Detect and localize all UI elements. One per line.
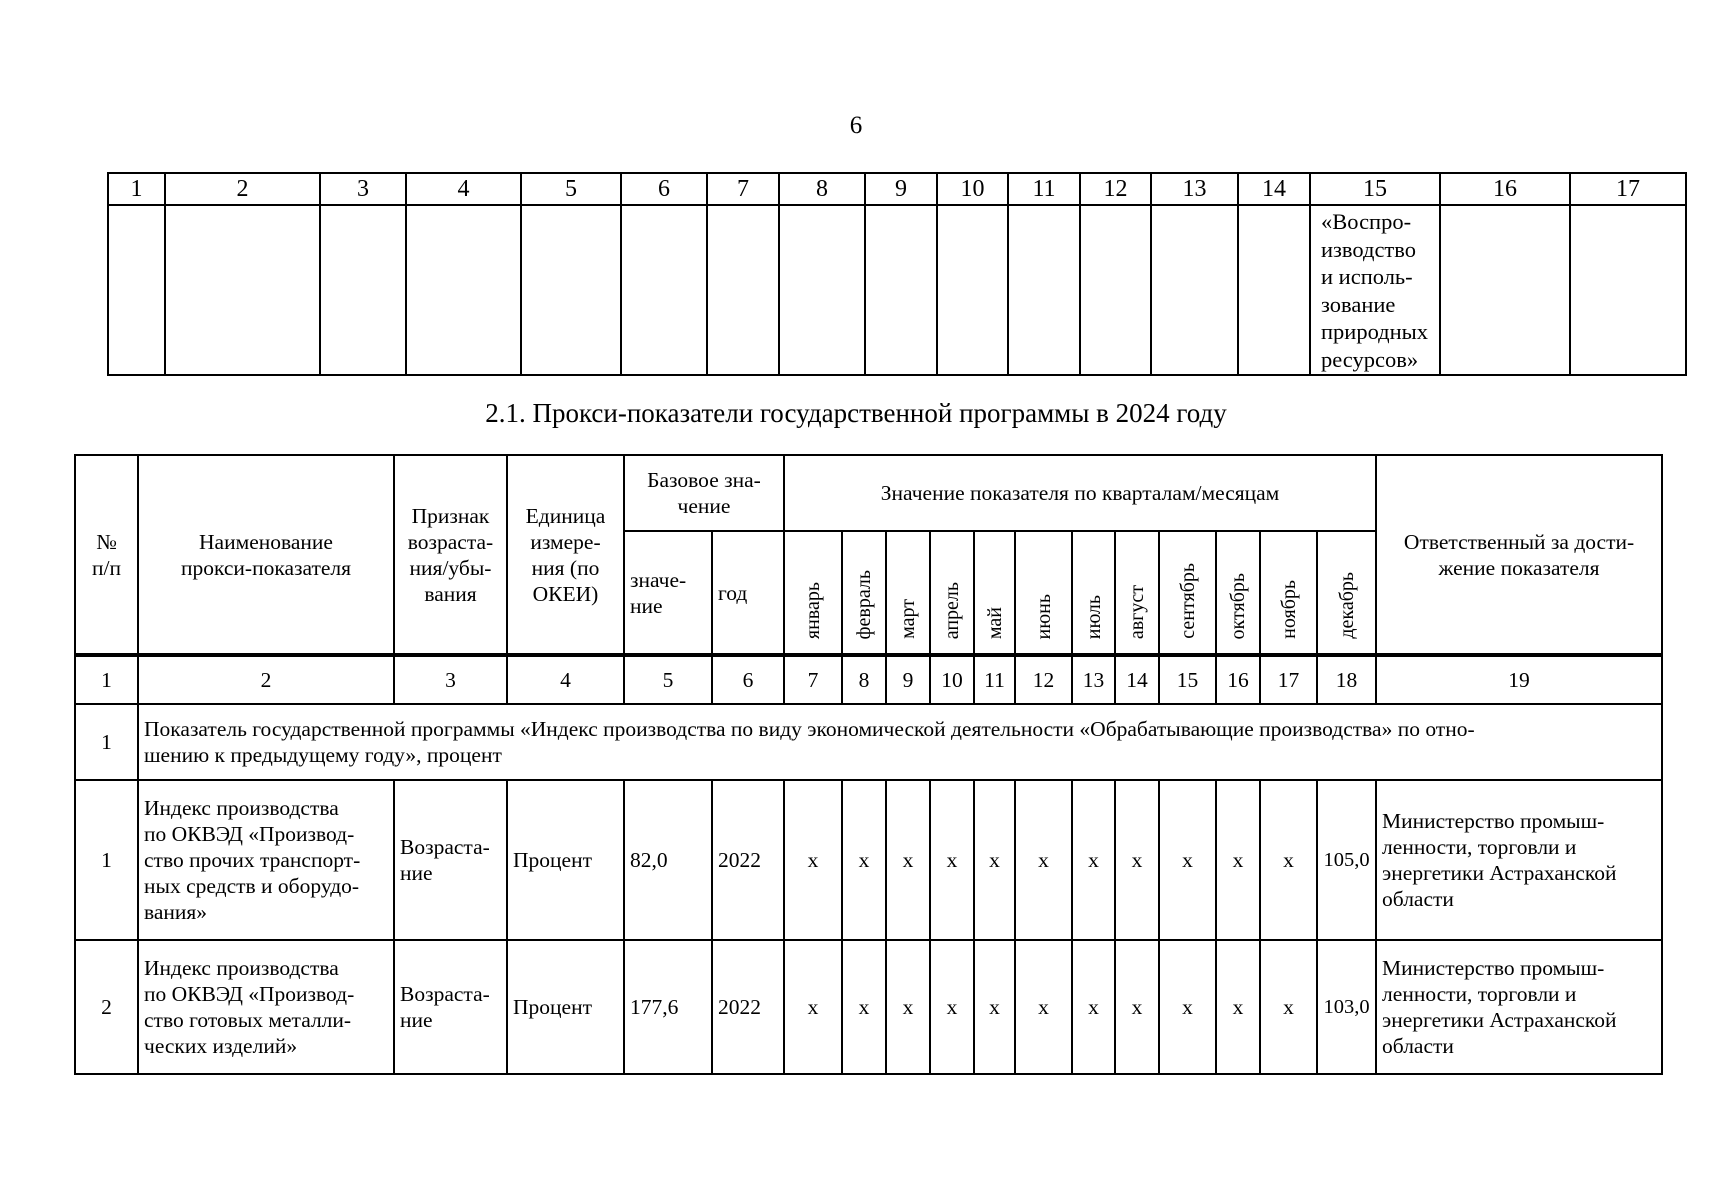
month-value: x (1015, 940, 1072, 1074)
base-value: 177,6 (624, 940, 712, 1074)
month-label: июнь (1032, 593, 1055, 639)
column-number: 10 (937, 173, 1008, 205)
unit-value: Процент (507, 780, 624, 940)
responsible-value: Министерство промыш- ленности, торговли и энергетики Астраханской области (1376, 780, 1662, 940)
table-cell (1008, 205, 1080, 375)
december-value: 105,0 (1317, 780, 1376, 940)
continuation-header-row (108, 173, 1686, 205)
month-label: август (1126, 584, 1148, 639)
month-value: x (1115, 940, 1159, 1074)
header-month (974, 531, 1015, 655)
column-number: 11 (974, 655, 1015, 704)
month-value: x (1260, 780, 1317, 940)
table-cell (320, 205, 406, 375)
table-cell (621, 205, 707, 375)
month-value: x (1260, 940, 1317, 1074)
column-number: 6 (621, 173, 707, 205)
column-number: 6 (712, 655, 784, 704)
table-cell (1238, 205, 1310, 375)
header-name: Наименование прокси-показателя (138, 455, 394, 655)
column-number: 9 (886, 655, 930, 704)
column-number: 3 (320, 173, 406, 205)
table-cell (1151, 205, 1238, 375)
row-number: 1 (75, 780, 138, 940)
column-number: 1 (108, 173, 165, 205)
table-row (75, 780, 1662, 940)
header-month (1015, 531, 1072, 655)
header-unit: Единица измере- ния (по ОКЕИ) (507, 455, 624, 655)
header-month (1260, 531, 1317, 655)
month-value: x (886, 940, 930, 1074)
table-cell (108, 205, 165, 375)
column-number: 8 (842, 655, 886, 704)
header-month (886, 531, 930, 655)
month-value: x (930, 780, 974, 940)
month-value: x (784, 940, 842, 1074)
header-number: № п/п (75, 455, 138, 655)
column-number: 3 (394, 655, 507, 704)
month-value: x (1159, 780, 1216, 940)
column-number: 16 (1216, 655, 1260, 704)
month-label: январь (802, 581, 824, 639)
column-numbers-row (75, 655, 1662, 704)
month-value: x (1115, 780, 1159, 940)
continuation-row (108, 205, 1686, 375)
month-label: февраль (853, 569, 875, 639)
header-base: Базовое зна- чение (624, 455, 784, 531)
header-base-value: значе- ние (624, 531, 712, 655)
month-value: x (930, 940, 974, 1074)
table-cell (865, 205, 937, 375)
header-responsible: Ответственный за дости- жение показателя (1376, 455, 1662, 655)
row-number: 1 (75, 704, 138, 780)
month-value: x (842, 940, 886, 1074)
month-value: x (1216, 940, 1260, 1074)
header-month (842, 531, 886, 655)
column-number: 19 (1376, 655, 1662, 704)
month-label: апрель (941, 581, 963, 639)
month-label: июль (1082, 594, 1105, 639)
proxy-name: Индекс производства по ОКВЭД «Производ- ство прочих транспорт- ных средств и оборудо- вания» (138, 780, 394, 940)
column-number: 15 (1159, 655, 1216, 704)
column-number: 2 (138, 655, 394, 704)
continuation-table (107, 172, 1687, 376)
column-number: 4 (507, 655, 624, 704)
month-label: март (897, 599, 919, 639)
table-cell (406, 205, 521, 375)
table-cell (165, 205, 320, 375)
column-number: 5 (624, 655, 712, 704)
column-number: 17 (1260, 655, 1317, 704)
month-value: x (1159, 940, 1216, 1074)
column-number: 10 (930, 655, 974, 704)
header-month (1115, 531, 1159, 655)
month-label: октябрь (1227, 572, 1249, 639)
column-number: 16 (1440, 173, 1570, 205)
proxy-indicators-table (74, 454, 1663, 1075)
column-number: 4 (406, 173, 521, 205)
program-name-cell: «Воспро- изводство и исполь- зование природных ресурсов» (1310, 205, 1440, 375)
program-indicator-text: Показатель государственной программы «Индекс производства по виду экономической деятельности «Обрабатывающие производства» по отно- шению к предыдущему году», процент (138, 704, 1662, 780)
month-label: ноябрь (1277, 580, 1300, 639)
month-value: x (1072, 780, 1115, 940)
table-cell (1080, 205, 1151, 375)
column-number: 14 (1238, 173, 1310, 205)
header-month (1216, 531, 1260, 655)
column-number: 14 (1115, 655, 1159, 704)
section-title: 2.1. Прокси-показатели государственной программы в 2024 году (485, 398, 1227, 428)
header-month (1159, 531, 1216, 655)
table-cell (1570, 205, 1686, 375)
table-cell (521, 205, 621, 375)
column-number: 2 (165, 173, 320, 205)
column-number: 12 (1080, 173, 1151, 205)
header-sign: Признак возраста- ния/убы- вания (394, 455, 507, 655)
month-value: x (886, 780, 930, 940)
page-number: 6 (849, 112, 863, 139)
base-year: 2022 (712, 940, 784, 1074)
table-row (75, 940, 1662, 1074)
table-cell (1440, 205, 1570, 375)
column-number: 11 (1008, 173, 1080, 205)
month-value: x (974, 940, 1015, 1074)
sign-value: Возраста- ние (394, 940, 507, 1074)
table-cell (937, 205, 1008, 375)
table-cell (707, 205, 779, 375)
base-value: 82,0 (624, 780, 712, 940)
month-label: декабрь (1335, 572, 1358, 639)
header-month (784, 531, 842, 655)
header-month (930, 531, 974, 655)
month-value: x (784, 780, 842, 940)
header-quarters: Значение показателя по кварталам/месяцам (784, 455, 1376, 531)
month-label: май (983, 606, 1006, 639)
base-year: 2022 (712, 780, 784, 940)
column-number: 1 (75, 655, 138, 704)
column-number: 12 (1015, 655, 1072, 704)
column-number: 7 (707, 173, 779, 205)
header-base-year: год (712, 531, 784, 655)
december-value: 103,0 (1317, 940, 1376, 1074)
column-number: 15 (1310, 173, 1440, 205)
column-number: 5 (521, 173, 621, 205)
header-row-1 (75, 455, 1662, 531)
column-number: 17 (1570, 173, 1686, 205)
program-indicator-row (75, 704, 1662, 780)
column-number: 9 (865, 173, 937, 205)
column-number: 13 (1072, 655, 1115, 704)
header-month (1317, 531, 1376, 655)
header-month (1072, 531, 1115, 655)
column-number: 18 (1317, 655, 1376, 704)
month-label: сентябрь (1176, 563, 1199, 639)
month-value: x (974, 780, 1015, 940)
month-value: x (842, 780, 886, 940)
proxy-name: Индекс производства по ОКВЭД «Производ- ство готовых металли- ческих изделий» (138, 940, 394, 1074)
column-number: 8 (779, 173, 865, 205)
month-value: x (1216, 780, 1260, 940)
month-value: x (1072, 940, 1115, 1074)
column-number: 13 (1151, 173, 1238, 205)
responsible-value: Министерство промыш- ленности, торговли и энергетики Астраханской области (1376, 940, 1662, 1074)
month-value: x (1015, 780, 1072, 940)
row-number: 2 (75, 940, 138, 1074)
table-cell (779, 205, 865, 375)
unit-value: Процент (507, 940, 624, 1074)
column-number: 7 (784, 655, 842, 704)
sign-value: Возраста- ние (394, 780, 507, 940)
